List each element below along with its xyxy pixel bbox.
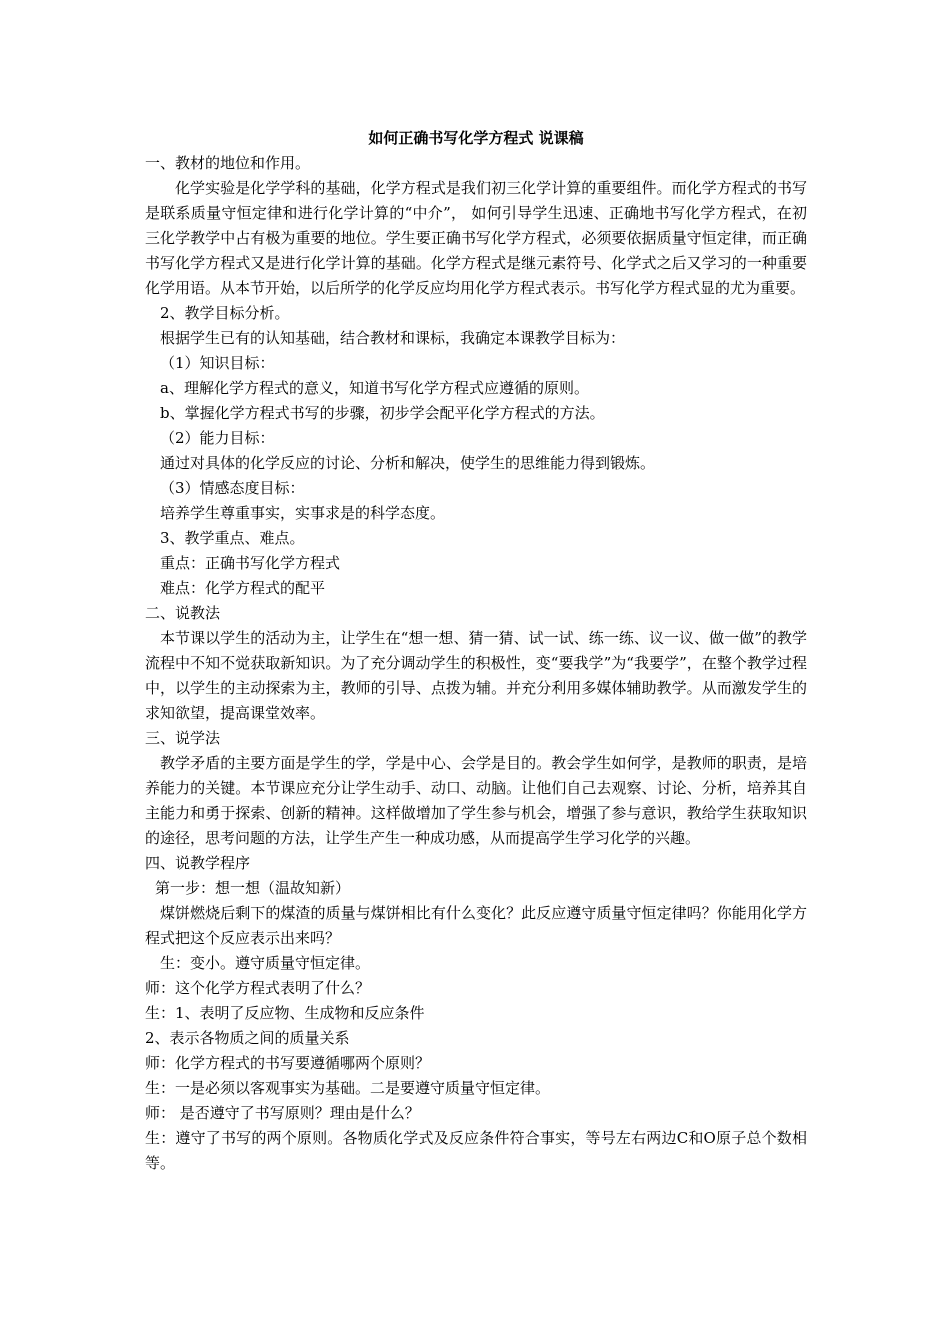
paragraph: 教学矛盾的主要方面是学生的学，学是中心、会学是目的。教会学生如何学，是教师的职责，是培养能力的关键。本节课应充分让学生动手、动口、动脑。让他们自己去观察、讨论、分析，培养其自主能力和勇于探索、创新的精神。这样做增加了学生参与机会，增强了参与意识，教给学生获取知识的途径，思考问题的方法，让学生产生一种成功感，从而提高学生学习化学的兴趣。 (145, 754, 807, 847)
paragraph: b、掌握化学方程式书写的步骤，初步学会配平化学方程式的方法。 (160, 404, 605, 422)
paragraph: 难点：化学方程式的配平 (160, 579, 326, 597)
paragraph: 2、教学目标分析。 (160, 304, 290, 322)
paragraph: 第一步：想一想（温故知新） (155, 879, 351, 897)
paragraph: （3）情感态度目标： (160, 479, 305, 497)
paragraph: 本节课以学生的活动为主，让学生在“想一想、猜一猜、试一试、练一练、议一议、做一做”的教学流程中不知不觉获取新知识。为了充分调动学生的积极性，变“要我学”为“我要学”，在整个教学过程中，以学生的主动探索为主，教师的引导、点拨为辅。并充分利用多媒体辅助教学。从而激发学生的求知欲望，提高课堂效率。 (145, 629, 807, 722)
document-page (145, 125, 807, 1176)
paragraph: 一、教材的地位和作用。 (145, 154, 311, 172)
paragraph: 三、说学法 (145, 729, 221, 747)
paragraph: 二、说教法 (145, 604, 221, 622)
paragraph: 通过对具体的化学反应的讨论、分析和解决，使学生的思维能力得到锻炼。 (160, 454, 656, 472)
paragraph: 根据学生已有的认知基础，结合教材和课标，我确定本课教学目标为： (160, 329, 626, 347)
paragraph: 师：化学方程式的书写要遵循哪两个原则？ (145, 1054, 431, 1072)
paragraph: 生：变小。遵守质量守恒定律。 (160, 954, 371, 972)
paragraph: 重点：正确书写化学方程式 (160, 554, 341, 572)
paragraph: （2）能力目标： (160, 429, 275, 447)
paragraph: 3、教学重点、难点。 (160, 529, 305, 547)
paragraph: a、理解化学方程式的意义，知道书写化学方程式应遵循的原则。 (160, 379, 589, 397)
paragraph: 生：一是必须以客观事实为基础。二是要遵守质量守恒定律。 (145, 1079, 551, 1097)
paragraph: 四、说教学程序 (145, 854, 251, 872)
paragraph: 生：遵守了书写的两个原则。各物质化学式及反应条件符合事实，等号左右两边C和O原子总个数相等。 (145, 1129, 807, 1172)
paragraph: 师： 是否遵守了书写原则？理由是什么？ (145, 1104, 420, 1122)
paragraph: 师：这个化学方程式表明了什么？ (145, 979, 371, 997)
paragraph: （1）知识目标： (160, 354, 275, 372)
paragraph: 2、表示各物质之间的质量关系 (145, 1029, 350, 1047)
paragraph: 煤饼燃烧后剩下的煤渣的质量与煤饼相比有什么变化？此反应遵守质量守恒定律吗？你能用化学方程式把这个反应表示出来吗？ (145, 904, 807, 947)
document-title: 如何正确书写化学方程式 说课稿 (368, 129, 584, 147)
paragraph: 培养学生尊重事实，实事求是的科学态度。 (160, 504, 446, 522)
paragraph: 生：1、表明了反应物、生成物和反应条件 (145, 1004, 425, 1022)
paragraph: 化学实验是化学学科的基础，化学方程式是我们初三化学计算的重要组件。而化学方程式的书写是联系质量守恒定律和进行化学计算的“中介”， 如何引导学生迅速、正确地书写化学方程式，在初三化学教学中占有极为重要的地位。学生要正确书写化学方程式，必须要依据质量守恒定律，而正确书写化学方程式又是进行化学计算的基础。化学方程式是继元素符号、化学式之后又学习的一种重要化学用语。从本节开始，以后所学的化学反应均用化学方程式表示。书写化学方程式显的尤为重要。 (145, 179, 807, 297)
document-body (145, 151, 807, 1176)
